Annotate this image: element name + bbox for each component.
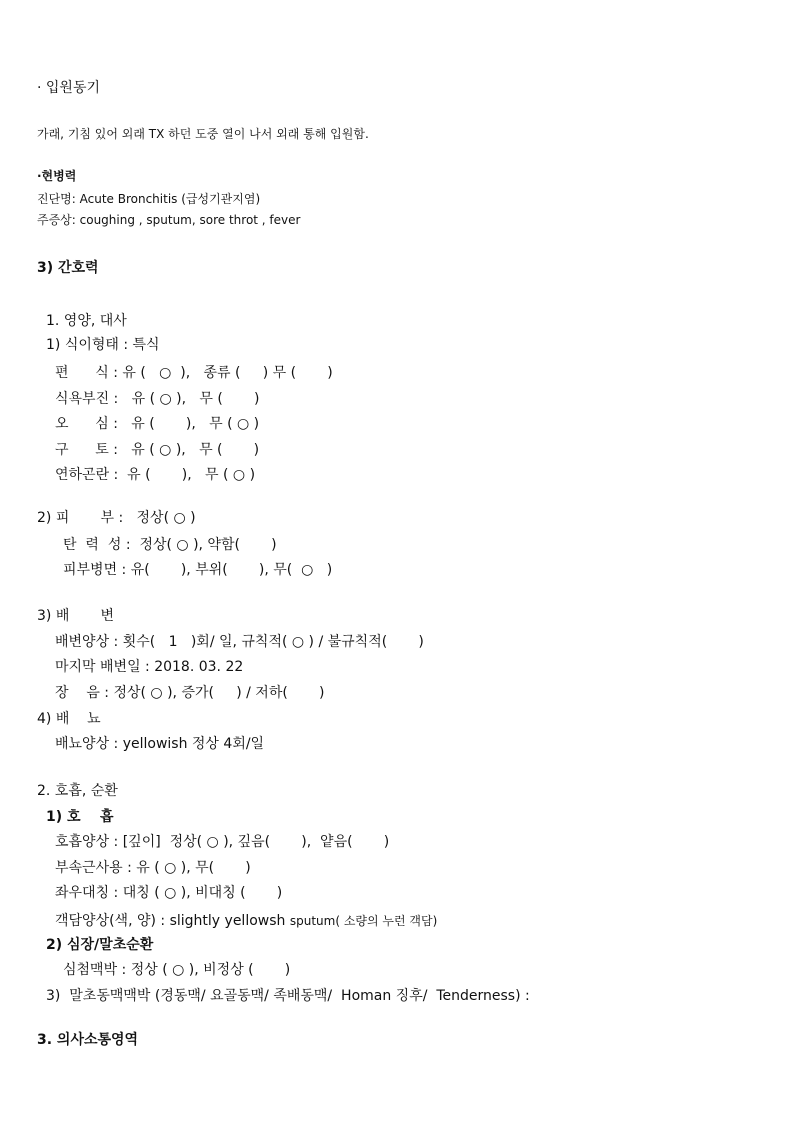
skin-lesion-line: 피부병면 : 유( ), 부위( ), 무( ○ )	[63, 562, 333, 578]
anorexia-line: 식욕부진 : 유 ( ○ ), 무 ( )	[55, 391, 260, 407]
sputum-line	[55, 912, 437, 928]
sputum-note: sputum( 소량의 누런 객담)	[289, 914, 438, 928]
breathing-pattern-line: 호흡양상 : [깊이] 정상( ○ ), 깊음( ), 얕음( )	[55, 834, 390, 850]
diet-type-line: 1) 식이형태 : 특식	[46, 337, 160, 353]
nutrition-heading: 1. 영양, 대사	[46, 313, 127, 329]
respiration-heading: 2. 호흡, 순환	[37, 783, 118, 799]
picky-eating-line: 편 식 : 유 ( ○ ), 종류 ( ) 무 ( )	[55, 365, 333, 381]
nausea-line: 오 심 : 유 ( ), 무 ( ○ )	[55, 416, 260, 432]
admission-motive-heading: · 입원동기	[37, 80, 100, 96]
skin-turgor-line: 탄 력 성 : 정상( ○ ), 약함( )	[63, 537, 277, 553]
urine-pattern-line: 배뇨양상 : yellowish 정상 4회/일	[55, 736, 265, 752]
dysphagia-line: 연하곤란 : 유 ( ), 무 ( ○ )	[55, 467, 256, 483]
symptoms-line: 주증상: coughing , sputum, sore throt , fever	[37, 213, 301, 227]
admission-motive-text: 가래, 기침 있어 외래 TX 하던 도중 열이 나서 외래 통해 입원함.	[37, 127, 369, 141]
diagnosis-line: 진단명: Acute Bronchitis (급성기관지염)	[37, 192, 261, 206]
communication-heading: 3. 의사소통영역	[37, 1032, 139, 1048]
current-history-heading: ·현병력	[37, 169, 77, 183]
bowel-heading: 3) 배 변	[37, 608, 115, 624]
vomiting-line: 구 토 : 유 ( ○ ), 무 ( )	[55, 442, 260, 458]
nursing-history-heading: 3) 간호력	[37, 260, 99, 276]
apical-pulse-line: 심첨맥박 : 정상 ( ○ ), 비정상 ( )	[63, 962, 291, 978]
breathing-subheading: 1) 호 흡	[46, 809, 114, 825]
skin-heading: 2) 피 부 : 정상( ○ )	[37, 510, 196, 526]
chest-symmetry-line: 좌우대칭 : 대칭 ( ○ ), 비대칭 ( )	[55, 885, 283, 901]
cardiac-subheading: 2) 심장/말초순환	[46, 937, 154, 953]
bowel-sound-line: 장 음 : 정상( ○ ), 증가( ) / 저하( )	[55, 685, 325, 701]
accessory-muscle-line: 부속근사용 : 유 ( ○ ), 무( )	[55, 860, 251, 876]
bowel-pattern-line: 배변양상 : 횟수( 1 )회/ 일, 규칙적( ○ ) / 불규칙적( )	[55, 634, 424, 650]
sputum-label: 객담양상(색, 양) : slightly yellowsh	[55, 913, 290, 929]
urine-heading: 4) 배 뇨	[37, 711, 101, 727]
last-bowel-line: 마지막 배변일 : 2018. 03. 22	[55, 659, 244, 675]
peripheral-pulse-line: 3) 말초동맥맥박 (경동맥/ 요골동맥/ 족배동맥/ Homan 징후/ Tenderness) :	[46, 988, 530, 1004]
